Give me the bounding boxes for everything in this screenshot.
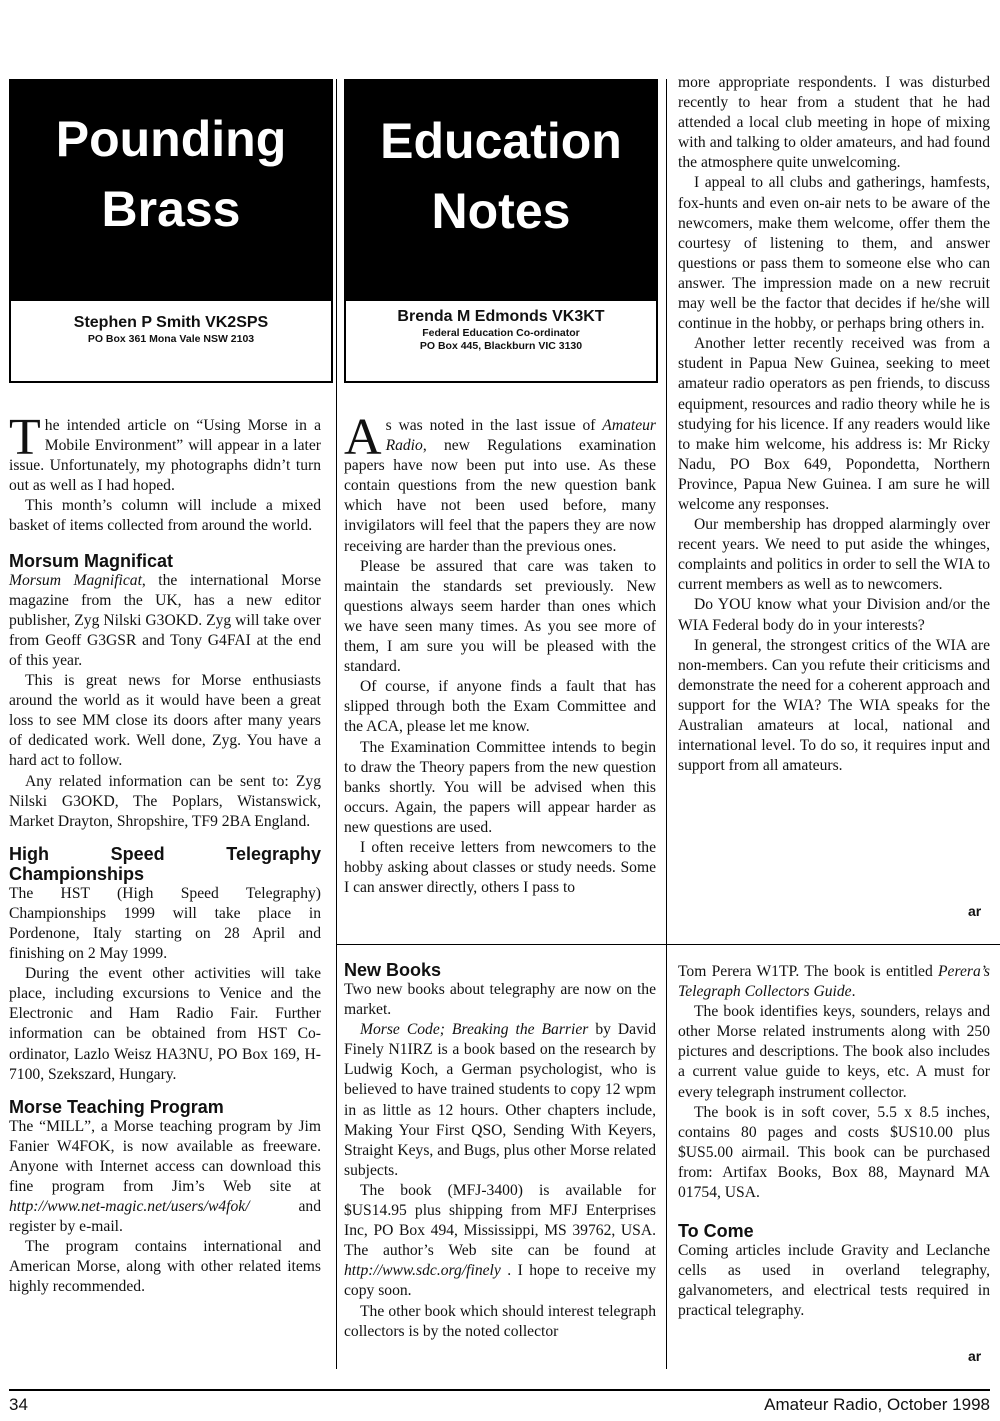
mill-paragraph-1: The “MILL”, a Morse teaching program by Jim Fanier W4FOK, is now available as freeware. Anyone with Internet access can download this fine program from Jim’s Web site at http://www.net-magic.net/users/w4fok/ and register by e-mail. <box>9 1117 321 1236</box>
new-books-column-a <box>344 954 656 1342</box>
publication-line: Amateur Radio, October 1998 <box>764 1395 990 1414</box>
education-notes-role: Federal Education Co-ordinator <box>422 327 580 339</box>
morsum-paragraph-2: This is great news for Morse enthusiasts around the world as it would have been a great loss to see MM close its doors after many years of dedicated work. Well done, Zyg. You have a hard act to follow. <box>9 672 321 770</box>
heading-high-speed-telegraphy: High Speed Telegraphy Championships <box>9 843 321 884</box>
education-notes-title-line1: Education <box>380 113 622 169</box>
section-divider <box>337 944 1000 945</box>
books-paragraph-3: The book (MFJ-3400) is available for $US14.95 plus shipping from MFJ Enterprises Inc, PO Box 494, Mississippi, MS 39762, USA. The author’s Web site can be found at http://www.sdc.org/finely . I hope to receive my copy soon. <box>344 1181 656 1300</box>
education-paragraph-8: Another letter recently received was from a student in Papua New Guinea, seeking to meet amateur radio operators as pen friends, to discuss equipment, resources and radio theory while he is studying for his licence. If any readers would like to make him welcome, his address is: Mr Ricky Nadu, PO Box 649, Popondetta, Northern Province, Papua New Guinea. I am sure he will welcome any responses. <box>678 335 990 513</box>
education-notes-author: Brenda M Edmonds VK3KT <box>397 308 605 325</box>
books-paragraph-5: Tom Perera W1TP. The book is entitled Perera’s Telegraph Collectors Guide. <box>678 963 990 1001</box>
column-divider-left <box>336 79 337 1369</box>
education-notes-banner <box>346 81 656 301</box>
books-paragraph-2: Morse Code; Breaking the Barrier by David Finely N1IRZ is a book based on the research by Ludwig Koch, a German psychologist, who is believed to have trained students to copy 12 wpm in as little as 12 hours. Other chapters include, Making Your First QSO, Sending With Keyers, Straight Keys, and Bugs, plus other Morse related subjects. <box>344 1021 657 1179</box>
education-paragraph-5: I often receive letters from newcomers to the hobby asking about classes or study needs. Some I can answer directly, others I pass to <box>344 838 656 897</box>
column-divider-right <box>666 79 667 1369</box>
drop-cap-t: T <box>9 409 41 466</box>
education-paragraph-9: Our membership has dropped alarmingly over recent years. We need to put aside the whinges, complaints and politics in order to sell the WIA to current members as well as to newcomers. <box>678 516 990 594</box>
education-notes-address: PO Box 445, Blackburn VIC 3130 <box>419 340 583 352</box>
education-paragraph-10: Do YOU know what your Division and/or the WIA Federal body do in your interests? <box>678 596 990 634</box>
pounding-brass-address: PO Box 361 Mona Vale NSW 2103 <box>87 333 255 345</box>
heading-morsum-magnificat: Morsum Magnificat <box>9 550 174 571</box>
pounding-brass-title-line1: Pounding <box>55 111 287 167</box>
footer-rule <box>9 1389 990 1391</box>
page-number: 34 <box>9 1395 28 1414</box>
mill-url-link[interactable]: http://www.net-magic.net/users/w4fok/ <box>9 1198 250 1216</box>
education-paragraph-11: In general, the strongest critics of the WIA are non-members. Can you refute their criticisms and demonstrate the need for a coherent approach and support for the WIA? The WIA speaks for the Australian amateurs at local, national and international level. To do so, it requires input and support from all amateurs. <box>678 636 990 775</box>
pounding-brass-column <box>9 409 321 1298</box>
hst-paragraph-2: During the event other activities will take place, including excursions to Venice and the Electronic and Ham Radio Fair. Further information can be obtained from HST Co-ordinator, Lazlo Weisz HA3NU, PO Box 169, H-7100, Szekszard, Hungary. <box>9 965 321 1083</box>
education-paragraph-3: Of course, if anyone finds a fault that has slipped through both the Exam Committee and the ACA, please let me know. <box>344 678 656 736</box>
pounding-intro-paragraph-2: This month’s column will include a mixed basket of items collected from around the world. <box>9 497 321 535</box>
education-notes-column-b <box>678 73 990 776</box>
pounding-brass-title-line2: Brass <box>101 181 241 237</box>
pounding-intro-paragraph-1: The intended article on “Using Morse in a Mobile Environment” will appear in a later issue. Unfortunately, my photographs didn’t turn out as well as I had hoped. <box>9 409 321 495</box>
pounding-end-mark: ar <box>968 1348 982 1364</box>
drop-cap-a: A <box>344 409 382 466</box>
education-paragraph-4: The Examination Committee intends to begin to draw the Theory papers from the new question banks shortly. You will be advised when this occurs. Again, the papers will appear harder as new questions are used. <box>344 738 656 836</box>
pounding-brass-title-box <box>9 79 333 383</box>
books-paragraph-6: The book identifies keys, sounders, relays and other Morse related instruments along with 250 pictures and descriptions. The book also includes a current value guide to keys, etc. A must for every telegraph instrument collector. <box>678 1003 990 1101</box>
education-paragraph-1: As was noted in the last issue of Amateur Radio, new Regulations examination papers have now been put into use. As these contain questions from the new question bank which have not been used before, many invigilators will feel that the papers they are now receiving are harder than the previous ones. <box>344 409 656 555</box>
mill-paragraph-2: The program contains international and American Morse, along with other related items highly recommended. <box>9 1238 321 1296</box>
education-notes-column-a <box>344 409 656 898</box>
heading-to-come: To Come <box>678 1221 754 1242</box>
to-come-paragraph-1: Coming articles include Gravity and Leclanche cells as used in overland telegraphy, galvanometers, and electrical tests required in practical telegraphy. <box>678 1242 990 1320</box>
books-paragraph-4: The other book which should interest telegraph collectors is by the noted collector <box>344 1302 656 1340</box>
new-books-column-b <box>678 962 990 1322</box>
education-notes-title-box <box>344 79 658 383</box>
heading-morse-teaching-program: Morse Teaching Program <box>9 1096 224 1117</box>
education-paragraph-2: Please be assured that care was taken to maintain the standards set previously. New questions always seem harder than ones which we have seen many times. As you see more of them, I am sure you will be pleased with the standard. <box>344 557 656 676</box>
pounding-brass-author: Stephen P Smith VK2SPS <box>73 314 269 331</box>
education-paragraph-7: I appeal to all clubs and gatherings, hamfests, fox-hunts and even on-air nets to be aware of the newcomers, make them welcome, offer them the courtesy of listening to them, and answer questions or pass them to someone else who can answer. The impression made on a new recruit may well be the factor that decides if he/she will continue in the hobby, or perhaps bring others in. <box>678 174 990 333</box>
heading-new-books: New Books <box>344 960 442 980</box>
morsum-paragraph-1: Morsum Magnificat, the international Morse magazine from the UK, has a new editor publisher, Zyg Nilski G3OKD. Zyg will take over from Geoff G3GSR and Tony G4FAI at the end of this year. <box>9 571 321 669</box>
pounding-brass-banner <box>11 81 331 301</box>
education-end-mark: ar <box>968 903 982 919</box>
education-notes-title-line2: Notes <box>431 183 571 239</box>
books-paragraph-7: The book is in soft cover, 5.5 x 8.5 inches, contains 80 pages and costs $US10.00 plus $US5.00 airmail. This book can be purchased from: Artifax Books, Box 88, Maynard MA 01754, USA. <box>678 1103 990 1202</box>
morsum-paragraph-3: Any related information can be sent to: Zyg Nilski G3OKD, The Poplars, Wistanswick, Market Drayton, Shropshire, TF9 2BA England. <box>9 772 321 830</box>
hst-paragraph-1: The HST (High Speed Telegraphy) Championships 1999 will take place in Pordenone, Italy starting on 28 April and finishing on 2 May 1999. <box>9 884 321 963</box>
education-paragraph-6: more appropriate respondents. I was disturbed recently to hear from a student that he had attended a local club meeting in hope of mixing with and talking to older amateurs, and had found the atmosphere quite unwelcoming. <box>678 74 990 172</box>
books-url-link[interactable]: http://www.sdc.org/finely <box>344 1262 501 1280</box>
books-paragraph-1: Two new books about telegraphy are now on the market. <box>344 981 656 1019</box>
